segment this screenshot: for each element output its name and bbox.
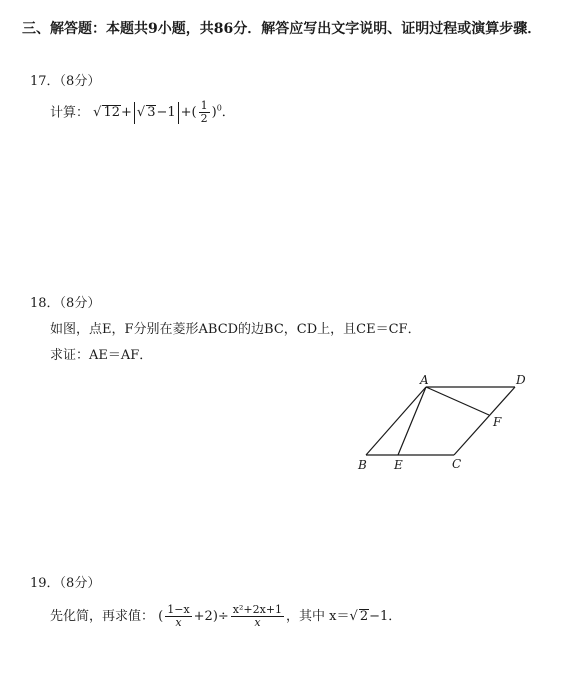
close-paren: ) (211, 105, 217, 121)
q18-number: 18．（8分） (30, 296, 101, 311)
fraction-1 (165, 604, 191, 629)
fraction-2 (231, 604, 284, 629)
where-clause: ，其中 x＝ (286, 609, 350, 624)
frac-den: 2 (200, 112, 208, 126)
minus-one: −1 (156, 105, 176, 121)
rhombus-figure (350, 370, 540, 480)
segment-AF (426, 387, 489, 415)
plus-sign: + (121, 105, 132, 121)
label-D: D (516, 373, 526, 387)
f2-num: x²+2x+1 (232, 603, 283, 616)
section-header: 三、解答题：本题共9小题，共86分．解答应写出文字说明、证明过程或演算步骤． (22, 21, 542, 37)
q17-number: 17．（8分） (30, 74, 101, 89)
f2-den: x (254, 616, 261, 629)
q19-prompt: 先化简，再求值： (50, 609, 155, 624)
abs-bar-left (134, 102, 135, 124)
edge-DC (454, 387, 515, 455)
label-C: C (452, 457, 462, 471)
label-E: E (394, 458, 403, 472)
q18-line2: 求证：AE＝AF． (50, 348, 153, 363)
f1-den: x (175, 616, 182, 629)
abs-bar-right (178, 102, 179, 124)
q17-prompt: 计算： (50, 105, 90, 121)
sqrt12-radicand: 12 (103, 105, 120, 121)
q17-math: √ 12+ √ 3−1 +( $\frac{1}{2}$ )$^0$． (93, 99, 235, 126)
segment-AE (398, 387, 426, 455)
exponent: 0 (216, 104, 222, 113)
label-A: A (420, 373, 429, 387)
end-mark: ． (221, 105, 235, 121)
q19-expression (50, 602, 401, 632)
frac-num: 1 (200, 99, 208, 113)
open-paren: ( (158, 609, 164, 624)
edge-BA (366, 387, 426, 455)
f1-num: 1−x (167, 603, 190, 616)
q19-number: 19．（8分） (30, 576, 101, 591)
q17-expression (50, 96, 235, 126)
label-F: F (493, 415, 502, 429)
q18-line1: 如图，点E，F分别在菱形ABCD的边BC，CD上，且CE＝CF． (50, 322, 421, 337)
sqrt3-radicand: 3 (147, 105, 156, 121)
plus-open: +( (180, 105, 197, 121)
plus-two-div: +2)÷ (193, 609, 229, 624)
half-fraction (199, 100, 210, 125)
sqrt2-radicand: 2 (359, 609, 369, 624)
label-B: B (358, 458, 367, 472)
minus-one-end: −1． (369, 609, 402, 624)
q19-math: ( $\frac{1-x}{x}$ +2)÷ $\frac{\text{x²+2x+1}}{x}$ ，其中 x＝√ 2−1． (158, 603, 402, 629)
